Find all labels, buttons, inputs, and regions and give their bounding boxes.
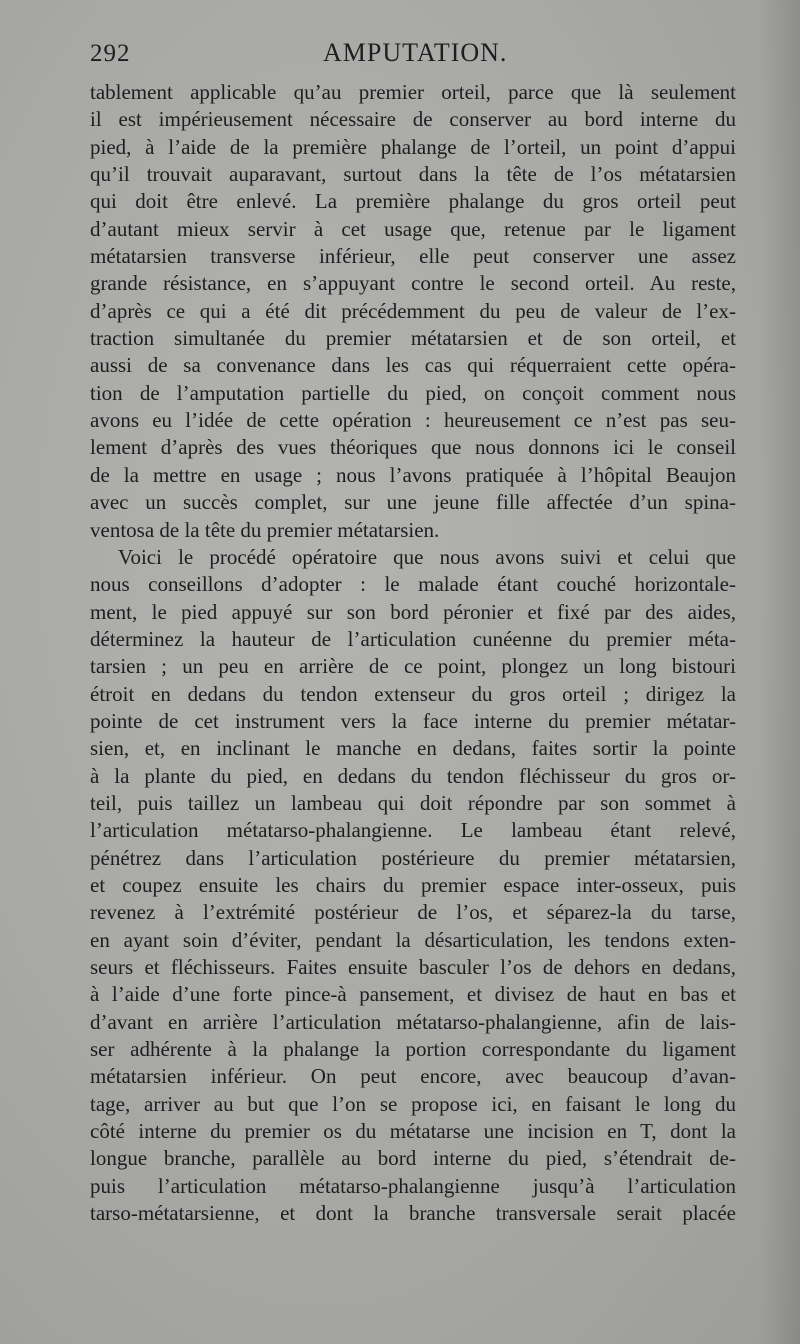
text-line: seurs et fléchisseurs. Faites ensuite basculer l’os de dehors en dedans, [90,955,736,979]
text-line: à l’aide d’une forte pince-à pansement, et divisez de haut en bas et [90,982,736,1007]
text-line: pointe de cet instrument vers la face interne du premier métatar- [90,708,736,733]
text-line: d’après ce qui a été dit précédemment du peu de valeur de l’ex- [90,298,736,323]
text-line: l’articulation métatarso-phalangienne. Le lambeau étant relevé, [90,818,736,843]
page-header [90,38,740,74]
text-line: grande résistance, en s’appuyant contre le second orteil. Au reste, [90,271,736,296]
text-line: déterminez la hauteur de l’articulation cunéenne du premier méta- [90,626,736,651]
text-line: lement d’après des vues théoriques que nous donnons ici le conseil [90,435,736,460]
text-line: métatarsien inférieur. On peut encore, avec beaucoup d’avan- [90,1064,736,1089]
text-line: tion de l’amputation partielle du pied, on conçoit comment nous [90,380,736,405]
text-line: métatarsien transverse inférieur, elle peut conserver une assez [90,244,736,269]
text-line: avons eu l’idée de cette opération : heureusement ce n’est pas seu- [90,408,736,433]
text-line: côté interne du premier os du métatarse une incision en T, dont la [90,1119,736,1144]
text-line: de la mettre en usage ; nous l’avons pratiquée à l’hôpital Beaujon [90,462,736,487]
text-line: qui doit être enlevé. La première phalange du gros orteil peut [90,189,736,214]
text-line: en ayant soin d’éviter, pendant la désarticulation, les tendons exten- [90,927,736,952]
text-line: nous conseillons d’adopter : le malade étant couché horizontale- [90,572,736,597]
text-line: il est impérieusement nécessaire de conserver au bord interne du [90,107,736,132]
page-edge-shadow [760,0,800,1344]
paragraph-start-line: Voici le procédé opératoire que nous avons suivi et celui que [118,544,736,569]
text-line: étroit en dedans du tendon extenseur du gros orteil ; dirigez la [90,681,736,706]
text-line: ser adhérente à la phalange la portion correspondante du ligament [90,1037,736,1062]
text-line: revenez à l’extrémité postérieur de l’os, et séparez-la du tarse, [90,900,736,925]
text-line: tablement applicable qu’au premier orteil, parce que là seulement [90,80,736,104]
text-line: teil, puis taillez un lambeau qui doit répondre par son sommet à [90,790,736,815]
paragraph-end-line: ventosa de la tête du premier métatarsien. [90,517,440,542]
text-line: avec un succès complet, sur une jeune fille affectée d’un spina- [90,490,736,515]
text-line: tarso-métatarsienne, et dont la branche transversale serait placée [90,1201,736,1226]
text-line: à la plante du pied, en dedans du tendon fléchisseur du gros or- [90,763,736,788]
text-line: traction simultanée du premier métatarsien et de son orteil, et [90,326,736,351]
body-text [90,79,736,1227]
running-title: AMPUTATION. [323,38,508,67]
text-line: et coupez ensuite les chairs du premier espace inter-osseux, puis [90,872,736,897]
text-line: pied, à l’aide de la première phalange de l’orteil, un point d’appui [90,134,736,159]
text-line: qu’il trouvait auparavant, surtout dans la tête de l’os métatarsien [90,162,736,187]
text-line: d’autant mieux servir à cet usage que, retenue par le ligament [90,216,736,241]
text-line: sien, et, en inclinant le manche en dedans, faites sortir la pointe [90,736,736,761]
text-line: tage, arriver au but que l’on se propose ici, en faisant le long du [90,1091,736,1116]
text-line: aussi de sa convenance dans les cas qui réquerraient cette opéra- [90,353,736,378]
text-line: puis l’articulation métatarso-phalangienne jusqu’à l’articulation [90,1173,736,1198]
text-line: ment, le pied appuyé sur son bord péronier et fixé par des aides, [90,599,736,624]
text-line: pénétrez dans l’articulation postérieure du premier métatarsien, [90,845,736,870]
text-line: tarsien ; un peu en arrière de ce point, plongez un long bistouri [90,654,736,679]
text-line: d’avant en arrière l’articulation métatarso-phalangienne, afin de lais- [90,1009,736,1034]
page-number: 292 [90,40,131,67]
text-line: longue branche, parallèle au bord interne du pied, s’étendrait de- [90,1146,736,1171]
